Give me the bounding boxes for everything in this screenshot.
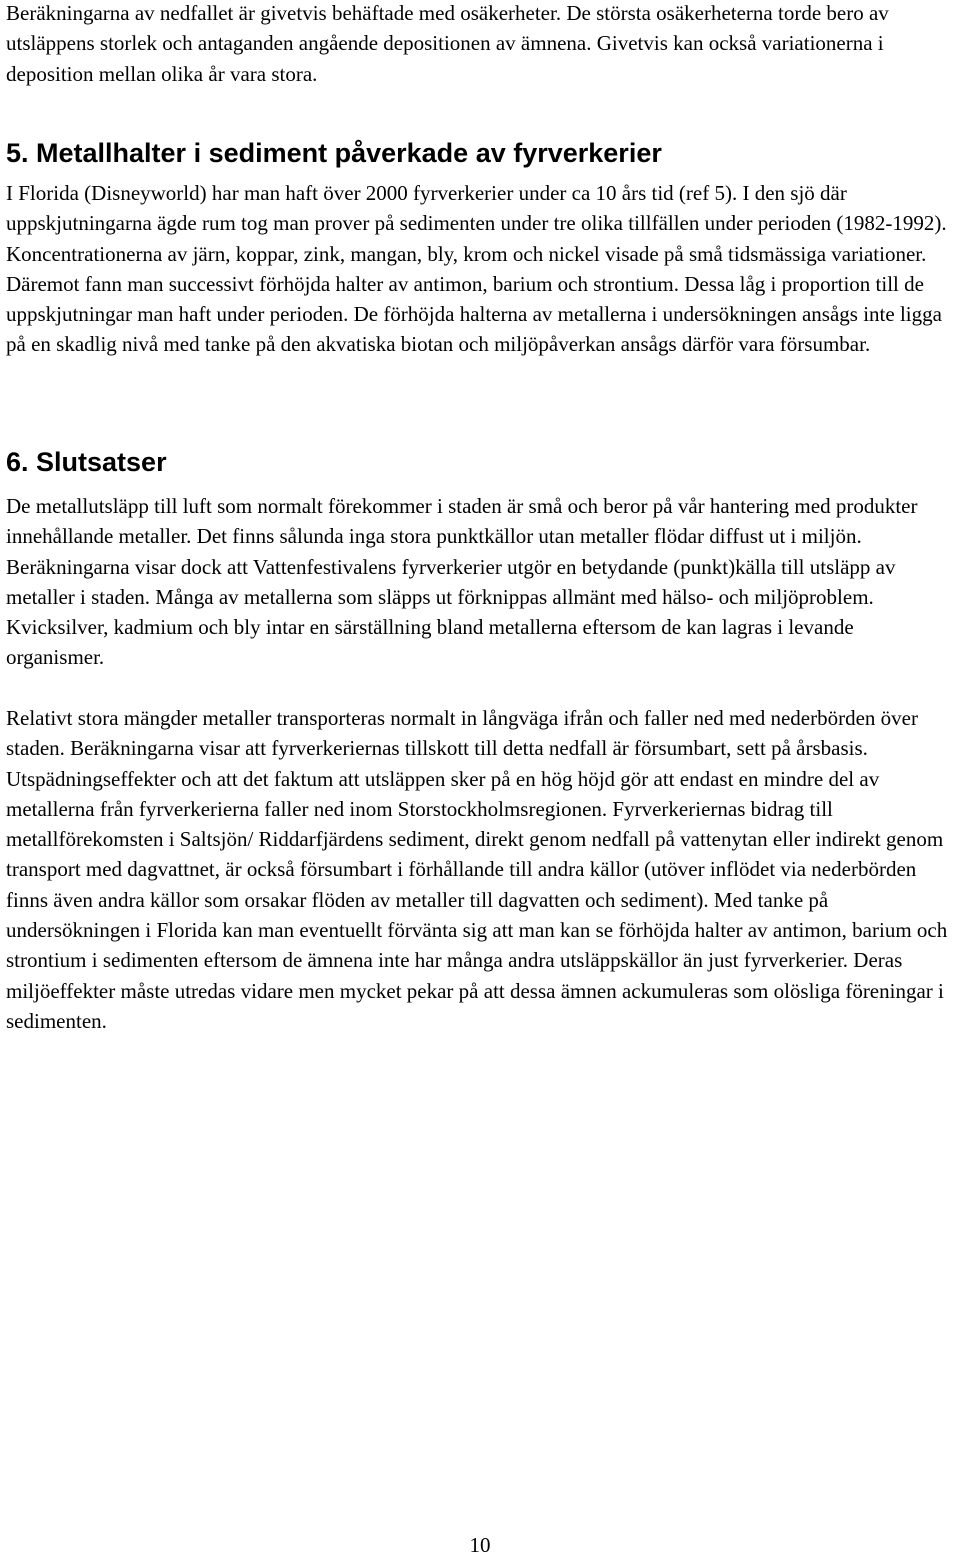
section-6-paragraph-2: Relativt stora mängder metaller transporteras normalt in långväga ifrån och faller ned med nederbörden över staden. Beräkningarna visar att fyrverkeriernas tillskott till detta nedfall är försumbart, sett på årsbasis. Utspädningseffekter och att det faktum att utsläppen sker på en hög höjd gör att endast en mindre del av metallerna från fyrverkerierna faller ned inom Storstockholmsregionen. Fyrverkeriernas bidrag till metallförekomsten i Saltsjön/ Riddarfjärdens sediment, direkt genom nedfall på vattenytan eller indirekt genom transport med dagvattnet, är också försumbart i förhållande till andra källor (utöver inflödet via nederbörden finns även andra källor som orsakar flöden av metaller till dagvatten och sediment). Med tanke på undersökningen i Florida kan man eventuellt förvänta sig att man kan se förhöjda halter av antimon, barium och strontium i sedimenten eftersom de ämnena inte har många andra utsläppskällor än just fyrverkerier. Deras miljöeffekter måste utredas vidare men mycket pekar på att dessa ämnen ackumuleras som olösliga föreningar i sedimenten. bbox=[6, 706, 948, 1033]
page-number: 10 bbox=[469, 1533, 491, 1557]
section-5-paragraph: I Florida (Disneyworld) har man haft över 2000 fyrverkerier under ca 10 års tid (ref 5). I den sjö där uppskjutningarna ägde rum tog man prover på sedimenten under tre olika tillfällen under perioden (1982-1992). Koncentrationerna av järn, koppar, zink, mangan, bly, krom och nickel visade på små tidsmässiga variationer. Däremot fann man successivt förhöjda halter av antimon, barium och strontium. Dessa låg i proportion till de uppskjutningar man haft under perioden. De förhöjda halterna av metallerna i undersökningen ansågs inte ligga på en skadlig nivå med tanke på den akvatiska biotan och miljöpåverkan ansågs därför vara försumbar. bbox=[6, 181, 947, 357]
intro-paragraph: Beräkningarna av nedfallet är givetvis behäftade med osäkerheter. De största osäkerheterna torde bero av utsläppens storlek och antaganden angående depositionen av ämnena. Givetvis kan också variationerna i deposition mellan olika år vara stora. bbox=[6, 1, 889, 86]
section-6-paragraph-1: De metallutsläpp till luft som normalt förekommer i staden är små och beror på vår hantering med produkter innehållande metaller. Det finns sålunda inga stora punktkällor utan metaller flödar diffust ut i miljön. Beräkningarna visar dock att Vattenfestivalens fyrverkerier utgör en betydande (punkt)källa till utsläpp av metaller i staden. Många av metallerna som släpps ut förknippas allmänt med hälso- och miljöproblem. Kvicksilver, kadmium och bly intar en särställning bland metallerna eftersom de kan lagras i levande organismer. bbox=[6, 494, 918, 670]
section-6-heading: 6. Slutsatser bbox=[6, 447, 167, 477]
section-5-heading: 5. Metallhalter i sediment påverkade av fyrverkerier bbox=[6, 138, 662, 168]
